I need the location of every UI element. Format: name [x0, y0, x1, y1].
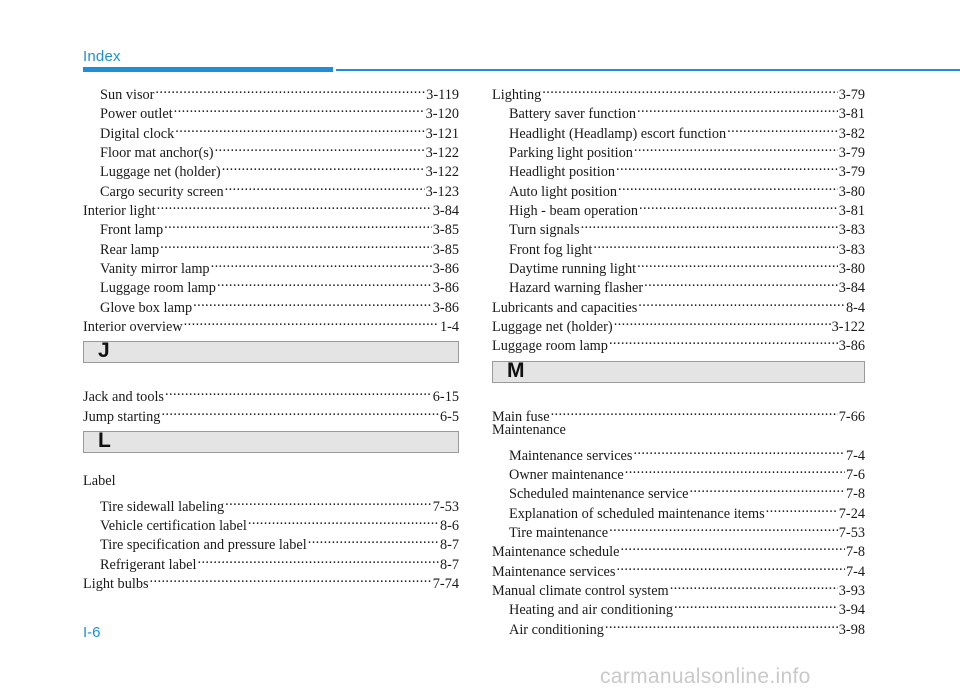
- dot-leader: [150, 569, 432, 588]
- entry-label: Auto light position: [509, 183, 618, 200]
- entry-label: Luggage net (holder): [492, 319, 613, 336]
- dot-leader: [211, 254, 432, 273]
- header-rule-thin: [336, 69, 960, 71]
- entry-page-ref: 3-122: [425, 145, 459, 162]
- header-rule-thick: [83, 67, 333, 72]
- entry-page-ref: 7-4: [845, 447, 865, 464]
- entry-page-ref: 3-82: [838, 125, 865, 142]
- entry-page-ref: 3-79: [838, 145, 865, 162]
- dot-leader: [197, 550, 438, 569]
- entry-page-ref: 3-84: [432, 203, 459, 220]
- watermark: carmanualsonline.info: [600, 665, 811, 688]
- entry-label: Tire maintenance: [509, 524, 609, 541]
- dot-leader: [637, 99, 838, 118]
- dot-leader: [638, 293, 845, 312]
- dot-leader: [618, 177, 838, 196]
- entry-label: Luggage net (holder): [100, 164, 221, 181]
- dot-leader: [160, 235, 432, 254]
- entry-page-ref: 3-94: [838, 602, 865, 619]
- index-entry: [83, 472, 459, 491]
- dot-leader: [625, 460, 845, 479]
- entry-page-ref: 3-86: [432, 261, 459, 278]
- entry-page-ref: 7-24: [838, 505, 865, 522]
- dot-leader: [766, 499, 838, 518]
- dot-leader: [155, 80, 425, 99]
- dot-leader: [633, 441, 844, 460]
- dot-leader: [639, 196, 838, 215]
- entry-page-ref: 3-123: [425, 183, 459, 200]
- index-entry: [492, 80, 865, 103]
- entry-page-ref: 3-85: [432, 241, 459, 258]
- dot-leader: [637, 254, 838, 273]
- entry-label: Maintenance services: [492, 563, 616, 580]
- entry-label: Refrigerant label: [100, 556, 197, 573]
- dot-leader: [165, 382, 432, 401]
- entry-label: Front fog light: [509, 241, 593, 258]
- entry-label: Headlight (Headlamp) escort function: [509, 125, 727, 142]
- entry-page-ref: 7-8: [845, 544, 865, 561]
- section-letter: J: [98, 339, 110, 363]
- dot-leader: [225, 492, 432, 511]
- entry-page-ref: 3-86: [432, 280, 459, 297]
- entry-page-ref: 3-80: [838, 183, 865, 200]
- entry-label: Maintenance schedule: [492, 544, 620, 561]
- entry-page-ref: 3-121: [425, 125, 459, 142]
- entry-page-ref: 3-81: [838, 106, 865, 123]
- dot-leader: [215, 138, 425, 157]
- entry-label: Interior light: [83, 203, 156, 220]
- entry-label: Lighting: [492, 87, 542, 103]
- section-letter: L: [98, 429, 111, 453]
- entry-label: Scheduled maintenance service: [509, 486, 689, 503]
- dot-leader: [593, 235, 837, 254]
- entry-label: Heating and air conditioning: [509, 602, 673, 619]
- dot-leader: [674, 595, 838, 614]
- entry-page-ref: 6-15: [432, 389, 459, 406]
- entry-page-ref: 3-86: [838, 338, 865, 355]
- section-header-j: [83, 341, 459, 363]
- entry-page-ref: 3-120: [425, 106, 459, 123]
- index-column-right: [492, 80, 865, 638]
- entry-label: Daytime running light: [509, 261, 637, 278]
- entry-page-ref: 3-83: [838, 222, 865, 239]
- entry-page-ref: 7-74: [432, 575, 459, 592]
- dot-leader: [616, 157, 838, 176]
- dot-leader: [193, 293, 432, 312]
- entry-page-ref: 3-98: [838, 621, 865, 638]
- entry-page-ref: 3-119: [426, 87, 459, 103]
- entry-page-ref: 7-8: [845, 486, 865, 503]
- page-title: Index: [83, 48, 121, 65]
- entry-label: Luggage room lamp: [100, 280, 216, 297]
- dot-leader: [644, 273, 838, 292]
- dot-leader: [248, 511, 439, 530]
- entry-label: Label: [83, 473, 116, 490]
- dot-leader: [620, 537, 845, 556]
- entry-label: Hazard warning flasher: [509, 280, 644, 297]
- entry-page-ref: 7-4: [845, 563, 865, 580]
- entry-page-ref: 7-6: [845, 466, 865, 483]
- dot-leader: [551, 402, 838, 421]
- entry-page-ref: 3-85: [432, 222, 459, 239]
- entry-label: Main fuse: [492, 408, 550, 425]
- entry-page-ref: 8-6: [439, 517, 459, 534]
- dot-leader: [157, 196, 432, 215]
- entry-page-ref: 3-122: [831, 319, 865, 336]
- entry-label: Parking light position: [509, 145, 633, 162]
- entry-label: Headlight position: [509, 164, 616, 181]
- entry-label: Power outlet: [100, 106, 173, 123]
- dot-leader: [609, 518, 838, 537]
- entry-label: Rear lamp: [100, 241, 160, 258]
- entry-label: Lubricants and capacities: [492, 299, 638, 316]
- index-subentry: [83, 492, 459, 515]
- entry-page-ref: 3-93: [838, 582, 865, 599]
- entry-label: Glove box lamp: [100, 299, 193, 316]
- entry-label: Explanation of scheduled maintenance items: [509, 505, 765, 522]
- dot-leader: [161, 402, 438, 421]
- dot-leader: [581, 215, 838, 234]
- entry-page-ref: 3-84: [838, 280, 865, 297]
- dot-leader: [164, 215, 432, 234]
- entry-label: Maintenance: [492, 422, 566, 439]
- entry-page-ref: 7-53: [432, 498, 459, 515]
- entry-page-ref: 3-81: [838, 203, 865, 220]
- entry-page-ref: 8-7: [439, 556, 459, 573]
- entry-page-ref: 3-80: [838, 261, 865, 278]
- dot-leader: [542, 80, 838, 99]
- entry-page-ref: 3-86: [432, 299, 459, 316]
- entry-label: Vehicle certification label: [100, 517, 247, 534]
- entry-page-ref: 7-53: [838, 524, 865, 541]
- entry-label: Jump starting: [83, 408, 161, 425]
- dot-leader: [616, 557, 844, 576]
- dot-leader: [308, 530, 439, 549]
- dot-leader: [689, 479, 845, 498]
- dot-leader: [217, 273, 432, 292]
- dot-leader: [605, 615, 838, 634]
- section-header-l: [83, 431, 459, 453]
- entry-page-ref: 3-83: [838, 241, 865, 258]
- dot-leader: [225, 177, 425, 196]
- entry-page-ref: 3-122: [425, 164, 459, 181]
- index-entry: [492, 421, 865, 440]
- entry-label: Maintenance services: [509, 447, 633, 464]
- entry-label: Digital clock: [100, 125, 175, 142]
- index-subentry: [492, 99, 865, 123]
- dot-leader: [727, 119, 838, 138]
- index-entry: [83, 382, 459, 406]
- dot-leader: [175, 119, 424, 138]
- entry-label: Air conditioning: [509, 621, 604, 638]
- index-entry: [492, 402, 865, 425]
- entry-page-ref: 7-66: [838, 408, 865, 425]
- index-column-left: [83, 80, 459, 592]
- section-header-m: [492, 358, 865, 383]
- entry-label: Light bulbs: [83, 575, 149, 592]
- entry-page-ref: 1-4: [439, 319, 459, 336]
- entry-label: Turn signals: [509, 222, 580, 239]
- index-subentry: [83, 80, 459, 103]
- dot-leader: [184, 312, 439, 331]
- dot-leader: [609, 331, 838, 350]
- entry-label: Interior overview: [83, 319, 183, 336]
- dot-leader: [670, 576, 838, 595]
- page-number: I-6: [83, 624, 101, 641]
- dot-leader: [174, 99, 425, 118]
- section-letter: M: [507, 358, 525, 382]
- entry-label: High - beam operation: [509, 203, 639, 220]
- entry-label: Battery saver function: [509, 106, 637, 123]
- entry-label: Manual climate control system: [492, 582, 669, 599]
- entry-label: Tire sidewall labeling: [100, 498, 225, 515]
- dot-leader: [614, 312, 831, 331]
- entry-label: Jack and tools: [83, 389, 164, 406]
- entry-page-ref: 3-79: [838, 87, 865, 103]
- dot-leader: [634, 138, 838, 157]
- dot-leader: [222, 157, 425, 176]
- entry-label: Front lamp: [100, 222, 164, 239]
- entry-page-ref: 8-4: [845, 299, 865, 316]
- entry-page-ref: 6-5: [439, 408, 459, 425]
- entry-label: Vanity mirror lamp: [100, 261, 210, 278]
- entry-label: Tire specification and pressure label: [100, 537, 307, 554]
- entry-page-ref: 8-7: [439, 537, 459, 554]
- entry-label: Floor mat anchor(s): [100, 145, 214, 162]
- index-subentry: [492, 441, 865, 464]
- entry-label: Sun visor: [100, 87, 155, 103]
- entry-label: Cargo security screen: [100, 183, 224, 200]
- entry-label: Luggage room lamp: [492, 338, 608, 355]
- entry-label: Owner maintenance: [509, 466, 624, 483]
- entry-page-ref: 3-79: [838, 164, 865, 181]
